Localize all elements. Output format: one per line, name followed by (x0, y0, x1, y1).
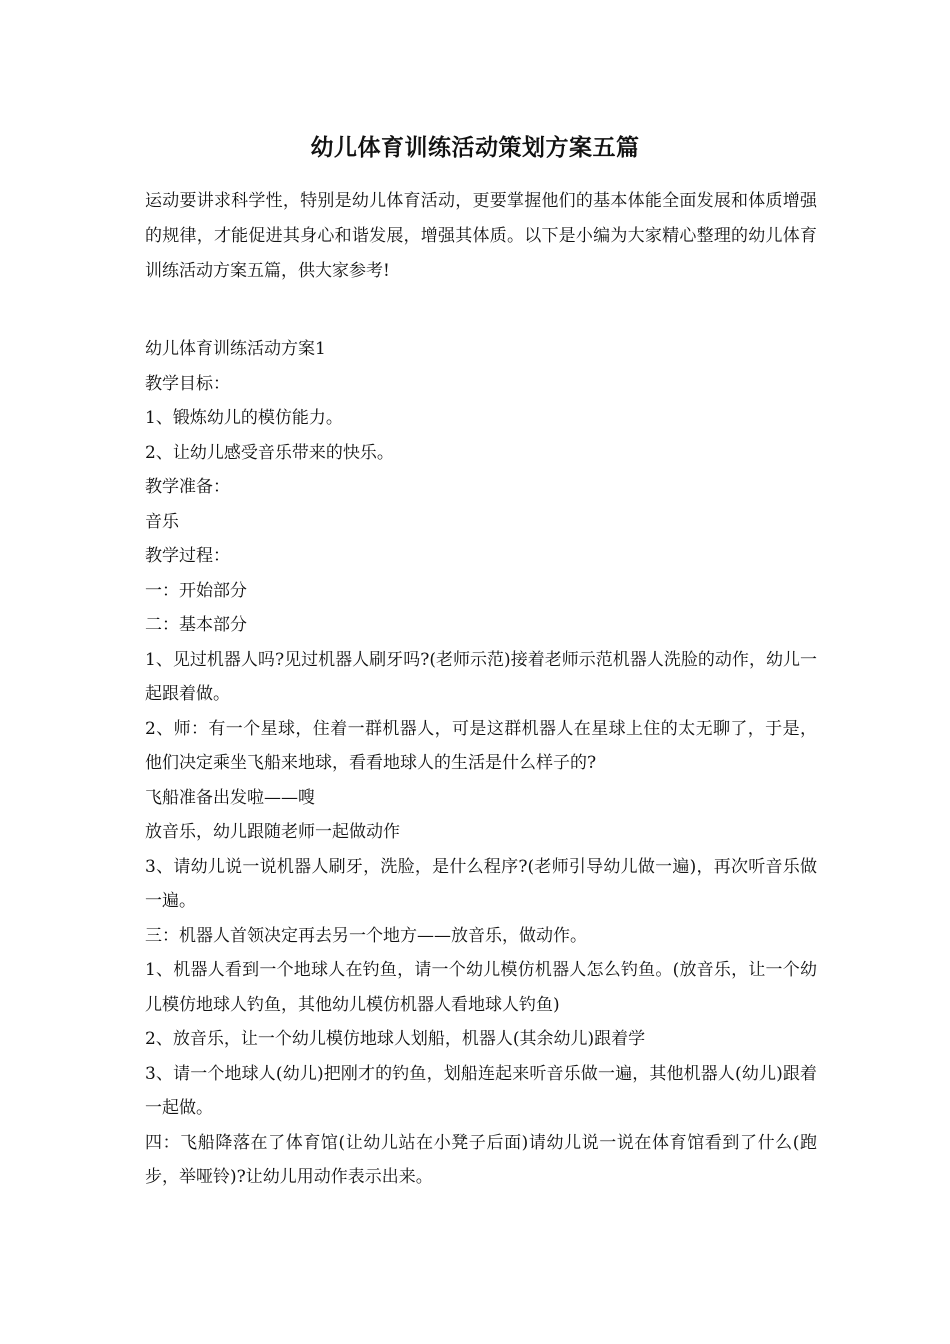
document-body (145, 184, 817, 1195)
process-note: 放音乐，幼儿跟随老师一起做动作 (145, 822, 400, 842)
process-note: 飞船准备出发啦——嗖 (145, 787, 315, 808)
process-part: 三：机器人首领决定再去另一个地方——放音乐，做动作。 (145, 925, 587, 946)
process-step: 3、请一个地球人(幼儿)把刚才的钓鱼，划船连起来听音乐做一遍，其他机器人(幼儿)跟着一起做。 (145, 1063, 817, 1118)
label-teaching-goals: 教学目标： (145, 373, 230, 394)
process-step: 1、机器人看到一个地球人在钓鱼，请一个幼儿模仿机器人怎么钓鱼。(放音乐，让一个幼儿模仿地球人钓鱼，其他幼儿模仿机器人看地球人钓鱼) (145, 960, 817, 1015)
section-heading: 幼儿体育训练活动方案1 (145, 339, 326, 359)
process-part: 四：飞船降落在了体育馆(让幼儿站在小凳子后面)请幼儿说一说在体育馆看到了什么(跑步，举哑铃)?让幼儿用动作表示出来。 (145, 1132, 817, 1187)
process-step: 2、放音乐，让一个幼儿模仿地球人划船，机器人(其余幼儿)跟着学 (145, 1029, 646, 1049)
intro-paragraph: 运动要讲求科学性，特别是幼儿体育活动，更要掌握他们的基本体能全面发展和体质增强的规律，才能促进其身心和谐发展，增强其体质。以下是小编为大家精心整理的幼儿体育训练活动方案五篇，供大家参考! (145, 191, 817, 281)
document-title: 幼儿体育训练活动策划方案五篇 (310, 134, 640, 161)
label-teaching-preparation: 教学准备： (145, 477, 230, 497)
goal-item: 1、锻炼幼儿的模仿能力。 (145, 408, 343, 428)
process-step: 3、请幼儿说一说机器人刷牙，洗脸，是什么程序?(老师引导幼儿做一遍)，再次听音乐做一遍。 (145, 856, 817, 911)
preparation-item: 音乐 (145, 511, 179, 532)
label-teaching-process: 教学过程： (145, 546, 230, 566)
paragraph-spacer (145, 289, 817, 332)
process-part: 一：开始部分 (145, 580, 247, 601)
goal-item: 2、让幼儿感受音乐带来的快乐。 (145, 442, 394, 463)
process-step: 1、见过机器人吗?见过机器人刷牙吗?(老师示范)接着老师示范机器人洗脸的动作，幼儿一起跟着做。 (145, 649, 817, 704)
process-part: 二：基本部分 (145, 615, 247, 635)
process-step: 2、师：有一个星球，住着一群机器人，可是这群机器人在星球上住的太无聊了，于是，他们决定乘坐飞船来地球，看看地球人的生活是什么样子的? (145, 718, 817, 773)
